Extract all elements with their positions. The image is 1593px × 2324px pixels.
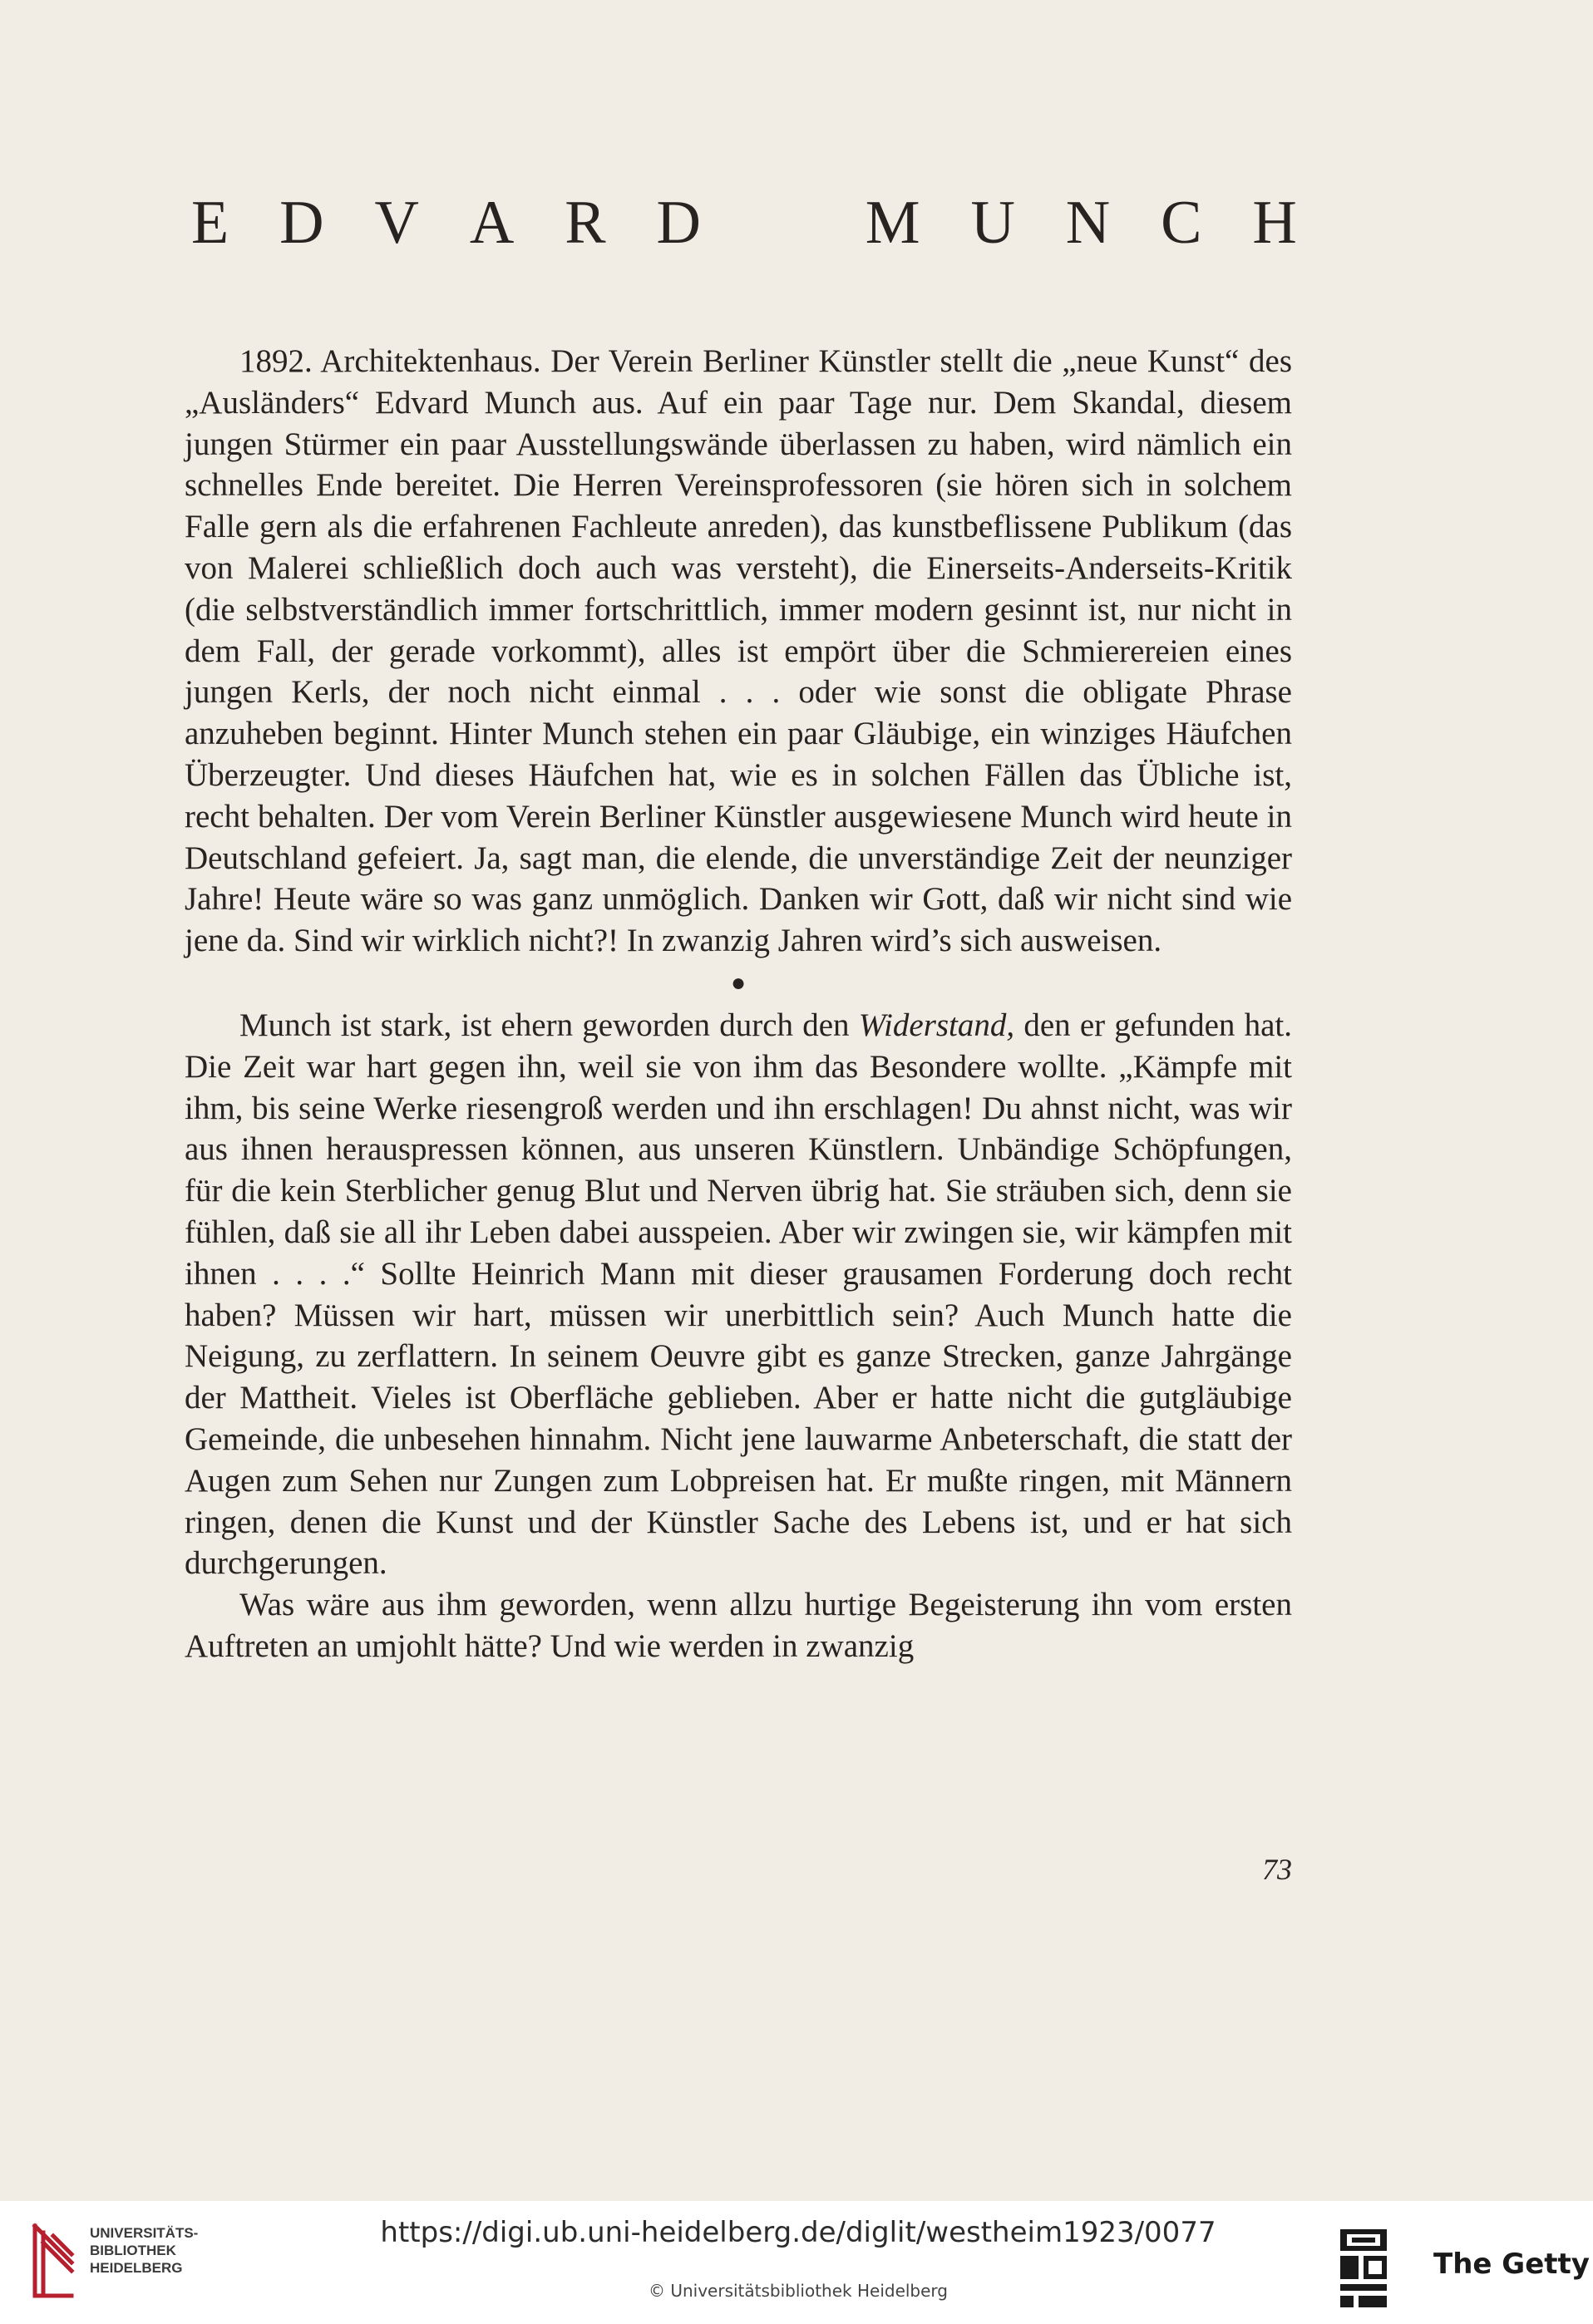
title-letter: M [865, 189, 920, 257]
title-letter: U [970, 189, 1015, 257]
ub-heidelberg-logo-icon [28, 2221, 78, 2301]
paragraph-3: Was wäre aus ihm geworden, wenn allzu hurtige Begeisterung ihn vom ersten Auftreten an umjohlt hätte? Und wie werden in zwanzig [185, 1587, 1292, 1664]
title-letter: A [469, 189, 515, 257]
title-word-gap [752, 188, 815, 258]
page-number: 73 [1262, 1853, 1292, 1886]
body-text [185, 341, 1292, 1667]
paragraph-2-rest: den er gefunden hat. Die Zeit war hart gegen ihn, weil sie von ihm das Besondere wollte. „Kämpfe mit ihm, bis seine Werke riesengroß werden und ihn erschlagen! Du ahnst nicht, was wir aus ihnen herauspressen können, aus unseren Künstlern. Unbändige Schöpfungen, für die kein Sterblicher genug Blut und Nerven übrig hat. Sie sträuben sich, denn sie fühlen, daß sie all ihr Leben dabei ausspeien. Aber wir zwingen sie, wir kämpfen mit ihnen . . . .“ Sollte Heinrich Mann mit dieser grausamen Forderung doch recht haben? Müssen wir hart, müssen wir unerbittlich sein? Auch Munch hatte die Neigung, zu zerflattern. In seinem Oeuvre gibt es ganze Strecken, ganze Jahrgänge der Mattheit. Vieles ist Oberfläche geblieben. Aber er hatte nicht die gutgläubige Gemeinde, die unbesehen hinnahm. Nicht jene lauwarme Anbeterschaft, die statt der Augen zum Sehen nur Zungen zum Lobpreisen hat. Er mußte ringen, mit Männern ringen, denen die Kunst und der Künstler Sache des Lebens ist, und er hat sich durchgerungen. [185, 1007, 1292, 1582]
getty-logo-icon [1340, 2229, 1387, 2307]
title-letter: R [565, 189, 606, 257]
title-letter: H [1252, 189, 1297, 257]
library-name-line: UNIVERSITÄTS- [90, 2225, 199, 2241]
paragraph-1: 1892. Architektenhaus. Der Verein Berliner Künstler stellt die „neue Kunst“ des „Ausländers“ Edvard Munch aus. Auf ein paar Tage nur. Dem Skandal, diesem jungen Stürmer ein paar Ausstellungswände überlassen zu haben, wird nämlich ein schnelles Ende bereitet. Die Herren Vereinsprofessoren (sie hören sich in solchem Falle gern als die erfahrenen Fachleute anreden), das kunstbeflissene Publikum (das von Malerei schließlich doch auch was versteht), die Einerseits-Anderseits-Kritik (die selbstverständlich immer fortschrittlich, immer modern gesinnt ist, nur nicht in dem Fall, der gerade vorkommt), alles ist empört über die Schmierereien eines jungen Kerls, der noch nicht einmal . . . oder wie sonst die obligate Phrase anzuheben beginnt. Hinter Munch stehen ein paar Gläubige, ein winziges Häufchen Überzeugter. Und dieses Häufchen hat, wie es in solchen Fällen das Übliche ist, recht behalten. Der vom Verein Berliner Künstler ausgewiesene Munch wird heute in Deutschland gefeiert. Ja, sagt man, die elende, die unverständige Zeit der neunziger Jahre! Heute wäre so was ganz unmöglich. Danken wir Gott, daß wir nicht sind wie jene da. Sind wir wirklich nicht?! In zwanzig Jahren wird’s sich ausweisen. [185, 343, 1292, 959]
viewer-footer [0, 2201, 1593, 2324]
permalink-url[interactable]: https://digi.ub.uni-heidelberg.de/diglit/westheim1923/0077 [380, 2216, 1216, 2249]
page-title [191, 188, 1297, 258]
library-name-line: HEIDELBERG [90, 2260, 183, 2276]
title-letter: C [1161, 189, 1202, 257]
paragraph-2 [185, 1005, 1292, 1584]
title-letter: V [374, 189, 419, 257]
library-name-line: BIBLIOTHEK [90, 2243, 176, 2258]
copyright-notice: © Universitätsbibliothek Heidelberg [648, 2281, 948, 2301]
title-letter: D [656, 189, 701, 257]
title-letter: N [1065, 189, 1111, 257]
library-name [90, 2224, 198, 2277]
paragraph-2-start: Munch ist stark, ist ehern geworden durch den [239, 1007, 859, 1043]
partner-name: The Getty [1433, 2248, 1590, 2281]
emphasis-widerstand: Widerstand, [858, 1007, 1015, 1043]
section-separator: ● [730, 968, 747, 997]
title-letter: E [191, 189, 229, 257]
title-letter: D [279, 189, 324, 257]
